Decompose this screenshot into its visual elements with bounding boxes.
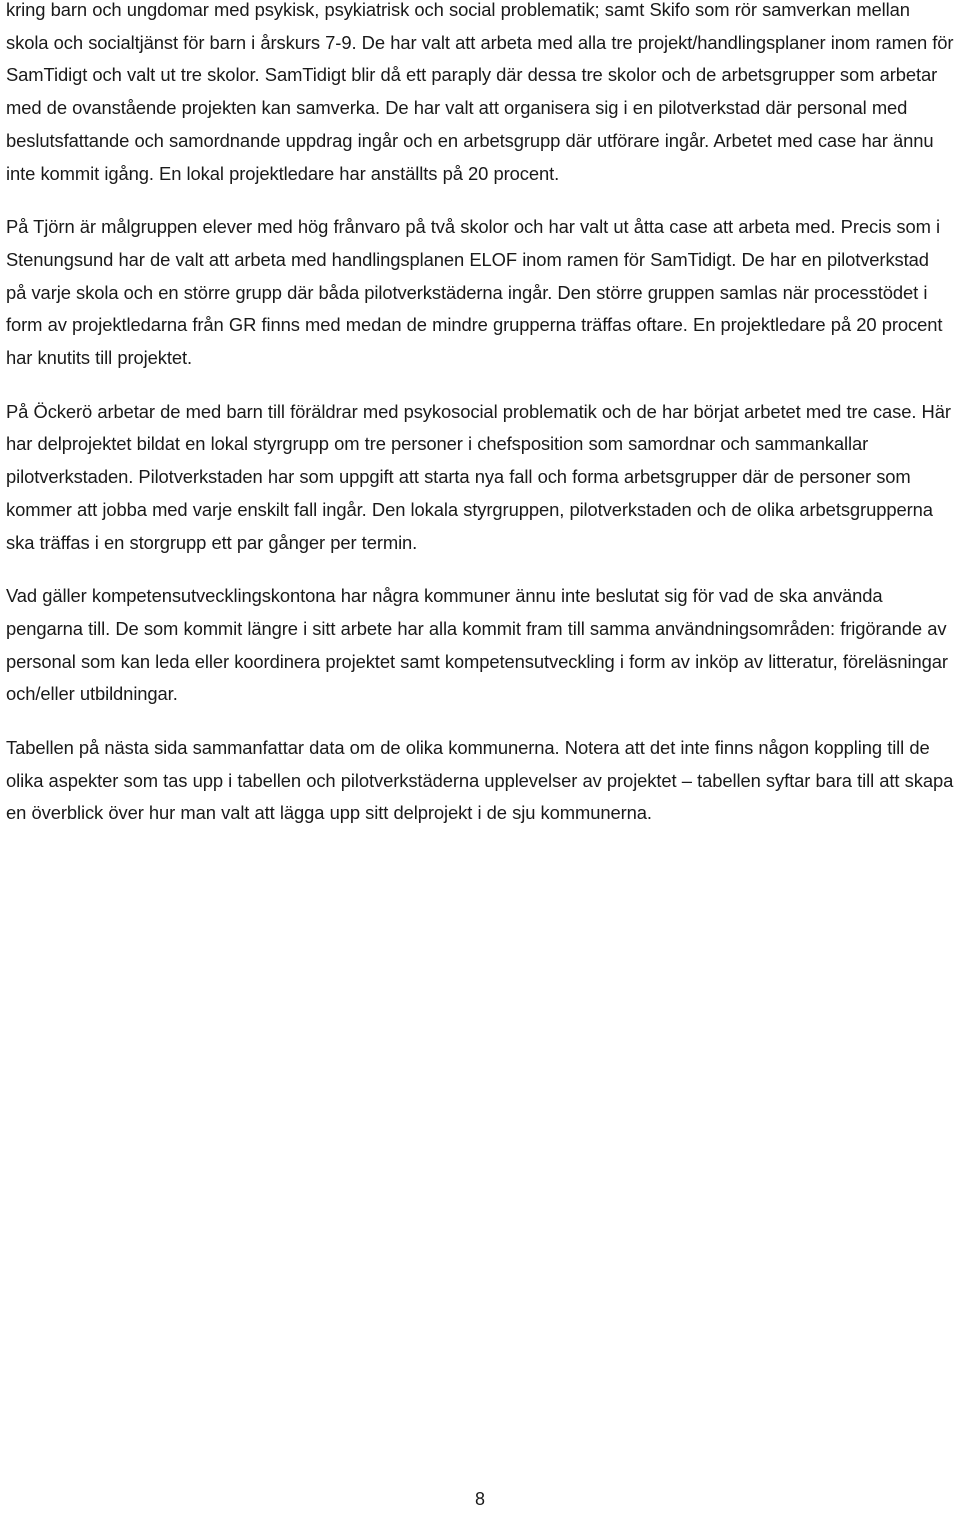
paragraph-kompetensutveckling: Vad gäller kompetensutvecklingskontona har några kommuner ännu inte beslutat sig för vad de ska använda pengarna till. De som kommit längre i sitt arbete har alla kommit fram till samma användningsområden: frigörande av personal som kan leda eller koordinera projektet samt kompetensutveckling i form av inköp av litteratur, föreläsningar och/eller utbildningar.: [6, 585, 948, 705]
paragraph-ockero: På Öckerö arbetar de med barn till föräldrar med psykosocial problematik och de har börjat arbetet med tre case. Här har delprojektet bildat en lokal styrgrupp om tre personer i chefsposition som samordnar och sammankallar pilotverkstaden. Pilotverkstaden har som uppgift att starta nya fall och forma arbetsgrupper där de personer som kommer att jobba med varje enskilt fall ingår. Den lokala styrgruppen, pilotverkstaden och de olika arbetsgrupperna ska träffas i en storgrupp ett par gånger per termin.: [6, 400, 951, 553]
page-number: 8: [474, 1489, 485, 1509]
paragraph-tjorn: På Tjörn är målgruppen elever med hög frånvaro på två skolor och har valt ut åtta case att arbeta med. Precis som i Stenungsund har de valt att arbeta med handlingsplanen ELOF inom ramen för SamTidigt. De har en pilotverkstad på varje skola och en större grupp där båda pilotverkstäderna ingår. Den större gruppen samlas när processtödet i form av projektledarna från GR finns med medan de mindre grupperna träffas oftare. En projektledare på 20 procent har knutits till projektet.: [6, 216, 943, 369]
paragraph-stenungsund: kring barn och ungdomar med psykisk, psykiatrisk och social problematik; samt Skifo som rör samverkan mellan skola och socialtjänst för barn i årskurs 7-9. De har valt att arbeta med alla tre projekt/handlingsplaner inom ramen för SamTidigt och valt ut tre skolor. SamTidigt blir då ett paraply där dessa tre skolor och de arbetsgrupper som arbetar med de ovanstående projekten kan samverka. De har valt att organisera sig i en pilotverkstad där personal med beslutsfattande och samordnande uppdrag ingår och en arbetsgrupp där utförare ingår. Arbetet med case har ännu inte kommit igång. En lokal projektledare har anställts på 20 procent.: [6, 0, 954, 184]
paragraph-tabellen: Tabellen på nästa sida sammanfattar data om de olika kommunerna. Notera att det inte finns någon koppling till de olika aspekter som tas upp i tabellen och pilotverkstäderna upplevelser av projektet – tabellen syftar bara till att skapa en överblick över hur man valt att lägga upp sitt delprojekt i de sju kommunerna.: [6, 737, 954, 824]
